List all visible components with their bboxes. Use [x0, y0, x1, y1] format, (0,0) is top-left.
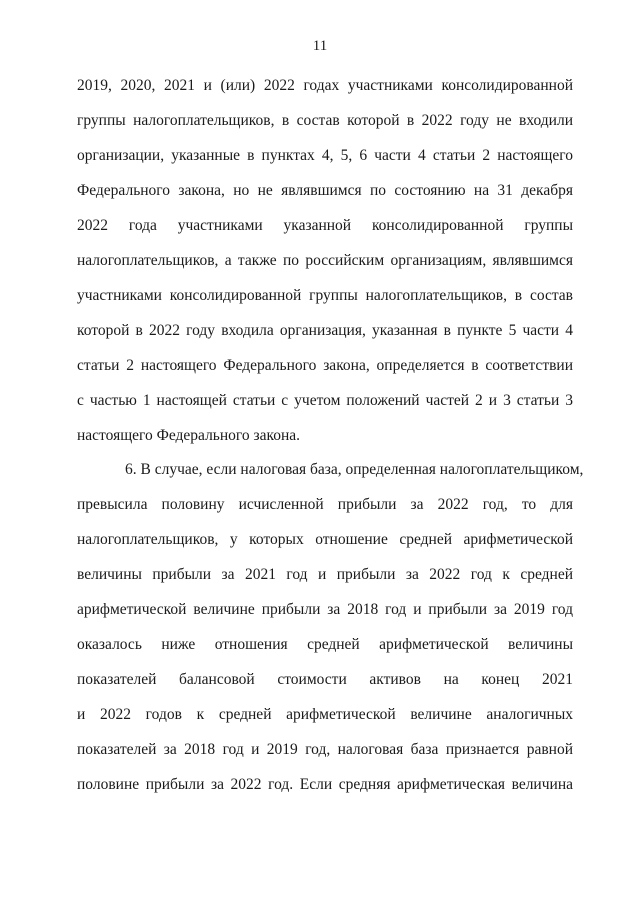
text-line: которой в 2022 году входила организация, указанная в пункте 5 части 4	[77, 322, 573, 339]
text-line: превысила половину исчисленной прибыли за 2022 год, то для	[77, 496, 573, 513]
text-line: налогоплательщиков, у которых отношение средней арифметической	[77, 531, 573, 548]
text-line: оказалось ниже отношения средней арифметической величины	[77, 636, 573, 653]
text-line: величины прибыли за 2021 год и прибыли за 2022 год к средней	[77, 566, 573, 583]
text-line: участниками консолидированной группы налогоплательщиков, в состав	[77, 287, 573, 304]
text-line: половине прибыли за 2022 год. Если средняя арифметическая величина	[77, 776, 573, 793]
paragraph-item-6	[77, 452, 584, 802]
text-line: организации, указанные в пунктах 4, 5, 6 части 4 статьи 2 настоящего	[77, 147, 573, 164]
text-line: налогоплательщиков, а также по российским организациям, являвшимся	[77, 252, 573, 269]
paragraph-continuation	[77, 68, 573, 453]
text-line: 6. В случае, если налоговая база, определенная налогоплательщиком,	[125, 461, 584, 478]
text-line: показателей за 2018 год и 2019 год, налоговая база признается равной	[77, 741, 573, 758]
text-line: арифметической величине прибыли за 2018 год и прибыли за 2019 год	[77, 601, 573, 618]
text-line: настоящего Федерального закона.	[77, 427, 301, 444]
text-line: и 2022 годов к средней арифметической величине аналогичных	[77, 706, 573, 723]
text-line: с частью 1 настоящей статьи с учетом положений частей 2 и 3 статьи 3	[77, 392, 573, 409]
text-line: 2022 года участниками указанной консолидированной группы	[77, 217, 573, 234]
text-line: показателей балансовой стоимости активов на конец 2021	[77, 671, 573, 688]
text-line: группы налогоплательщиков, в состав которой в 2022 году не входили	[77, 112, 573, 129]
text-line: Федерального закона, но не являвшимся по состоянию на 31 декабря	[77, 182, 573, 199]
text-line: 2019, 2020, 2021 и (или) 2022 годах участниками консолидированной	[77, 77, 573, 94]
text-line: статьи 2 настоящего Федерального закона, определяется в соответствии	[77, 357, 573, 374]
page-number: 11	[312, 38, 328, 54]
